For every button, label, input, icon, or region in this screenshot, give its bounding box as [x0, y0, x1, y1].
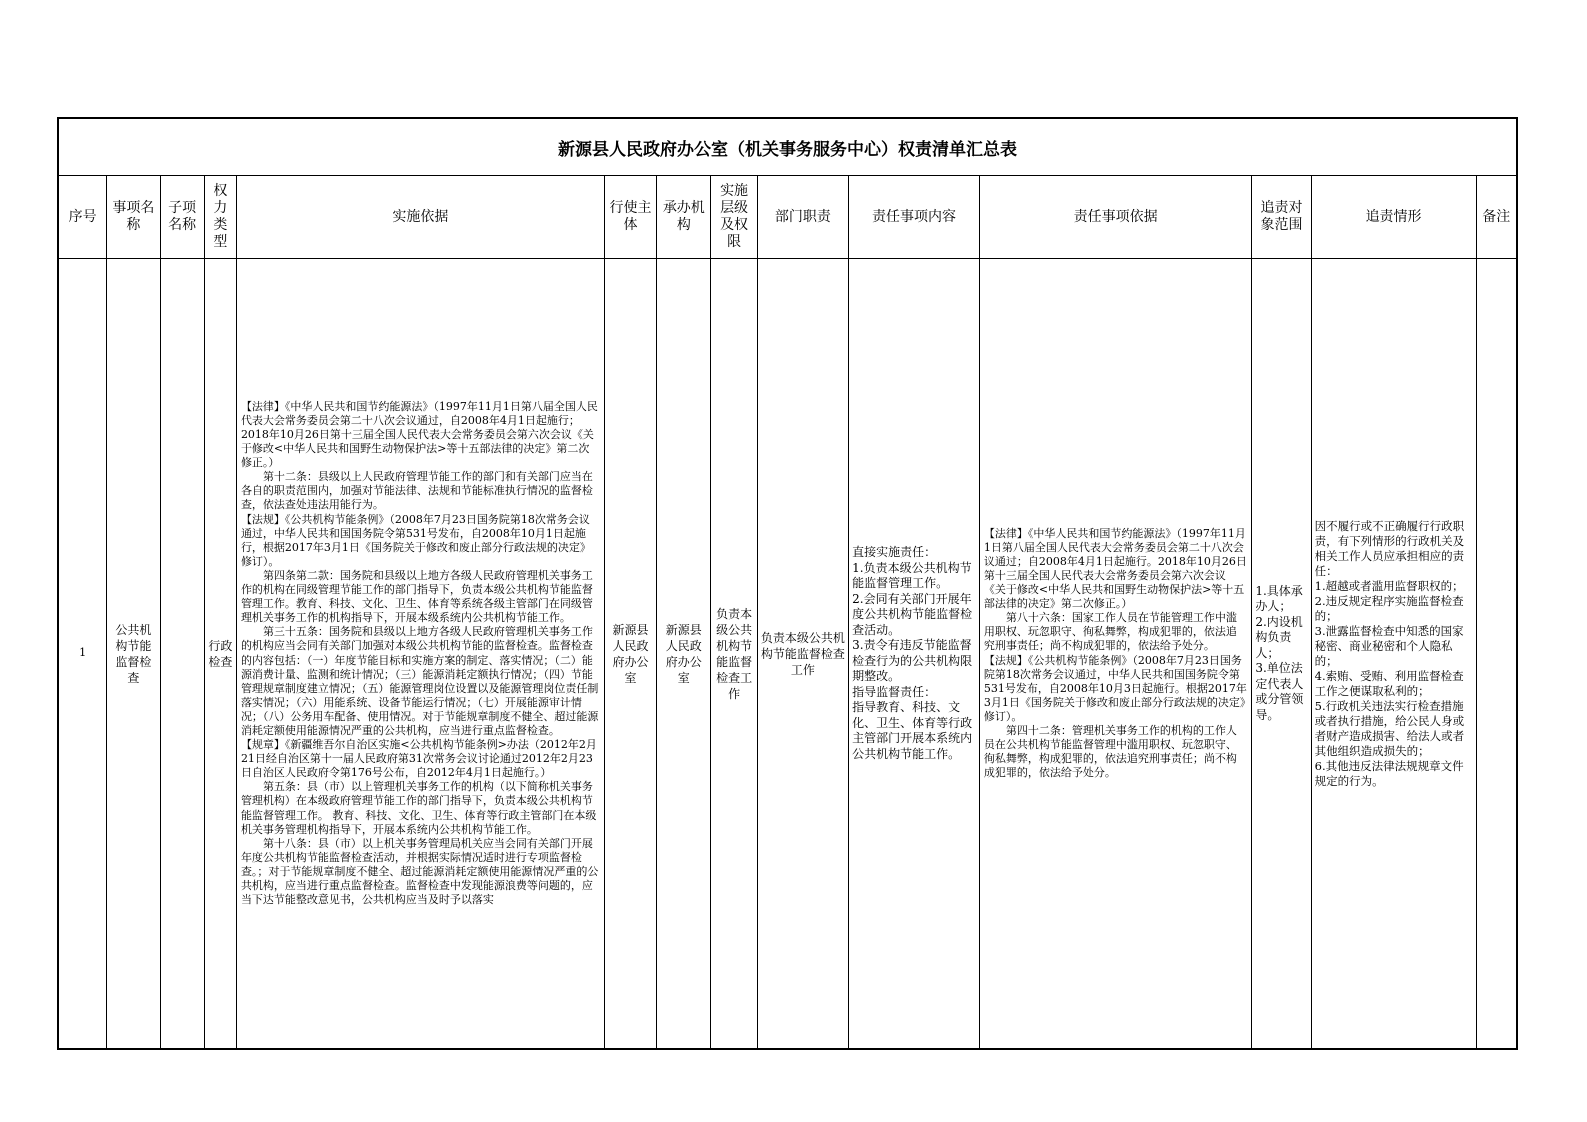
- cell-situations: 因不履行或不正确履行行政职责，有下列情形的行政机关及相关工作人员应承担相应的责任： 1.超越或者滥用监督职权的； 2.违反规定程序实施监督检查的； 3.泄露监督检查中知悉的国家秘密、商业秘密和个人隐私的； 4.索贿、受贿、利用监督检查工作之便谋取私利的； 5.行政机关违法实行检查措施或者执行措施，给公民人身或者财产造成损害、给法人或者其他组织造成损失的； 6.其他违反法律法规规章文件规定的行为。: [1311, 259, 1476, 1049]
- cell-subject: 新源县人民政府办公室: [604, 259, 656, 1049]
- header-subject: 行使主体: [604, 176, 656, 259]
- basis-article-5: 第五条：县（市）以上管理机关事务工作的机构（以下简称机关事务管理机构）在本级政府管理节能工作的部门指导下，负责本级公共机构节能监督管理工作。 教育、科技、文化、卫生、体育等行政主管部门在本级机关事务管理机构指导下，开展本系统内公共机构节能工作。: [240, 780, 597, 836]
- header-scope: 追责对象范围: [1252, 176, 1311, 259]
- cell-resp-content: 直接实施责任： 1.负责本级公共机构节能监督管理工作。 2.会同有关部门开展年度公共机构节能监督检查活动。 3.责令有违反节能监督检查行为的公共机构限期整改。 指导监督责任： 指导教育、科技、文化、卫生、体育等行政主管部门开展本系统内公共机构节能工作。: [849, 259, 980, 1049]
- resp-basis-article-86: 第八十六条：国家工作人员在节能管理工作中滥用职权、玩忽职守、徇私舞弊，构成犯罪的，依法追究刑事责任；尚不构成犯罪的，依法给予处分。: [983, 611, 1237, 653]
- cell-level: 负责本级公共机构节能监督检查工作: [711, 259, 757, 1049]
- header-item-name: 事项名称: [107, 176, 160, 259]
- header-dept-duty: 部门职责: [757, 176, 848, 259]
- resp-basis-article-42: 第四十二条：管理机关事务工作的机构的工作人员在公共机构节能监督管理中滥用职权、玩忽职守、徇私舞弊，构成犯罪的，依法追究刑事责任；尚不构成犯罪的，依法给予处分。: [983, 723, 1237, 780]
- header-basis: 实施依据: [236, 176, 604, 259]
- header-agency: 承办机构: [657, 176, 711, 259]
- basis-article-12: 第十二条：县级以上人民政府管理节能工作的部门和有关部门应当在各自的职责范围内，加强对节能法律、法规和节能标准执行情况的监督检查，依法查处违法用能行为。: [240, 470, 593, 512]
- cell-agency: 新源县人民政府办公室: [657, 259, 711, 1049]
- table-row: [59, 259, 1517, 1049]
- resp-basis-regulation: 【法规】《公共机构节能条例》（2008年7月23日国务院第18次常务会议通过，中华人民共和国国务院令第531号发布，自2008年10月3日起施行。根据2017年3月1日《国务院关于修改和废止部分行政法规的决定》修订）。: [983, 653, 1247, 723]
- cell-remarks: [1476, 259, 1517, 1049]
- cell-dept-duty: 负责本级公共机构节能监督检查工作: [757, 259, 848, 1049]
- cell-resp-basis: [979, 259, 1251, 1049]
- basis-law: 【法律】《中华人民共和国节约能源法》（1997年11月1日第八届全国人民代表大会常务委员会第二十八次会议通过，自2008年4月1日起施行；2018年10月26日第十三届全国人民代表大会常务委员会第六次会议《关于修改<中华人民共和国野生动物保护法>等十五部法律的决定》第二次修正。）: [240, 399, 598, 470]
- table-title: 新源县人民政府办公室（机关事务服务中心）权责清单汇总表: [59, 119, 1517, 176]
- header-level: 实施层级及权限: [711, 176, 757, 259]
- header-resp-basis: 责任事项依据: [979, 176, 1251, 259]
- cell-item-name: 公共机构节能监督检查: [107, 259, 160, 1049]
- header-row: [59, 176, 1517, 259]
- cell-sub-item: [160, 259, 204, 1049]
- cell-seq: 1: [59, 259, 107, 1049]
- basis-article-35: 第三十五条：国务院和县级以上地方各级人民政府管理机关事务工作的机构应当会同有关部门加强对本级公共机构节能的监督检查。监督检查的内容包括：（一）年度节能目标和实施方案的制定、落实情况；（二）能源消费计量、监测和统计情况；（三）能源消耗定额执行情况；（四）节能管理规章制度建立情况；（五）能源管理岗位设置以及能源管理岗位责任制落实情况；（六）用能系统、设备节能运行情况；（七）开展能源审计情况；（八）公务用车配备、使用情况。对于节能规章制度不健全、超过能源消耗定额使用能源情况严重的公共机构，应当进行重点监督检查。: [240, 625, 599, 737]
- basis-regulation: 【法规】《公共机构节能条例》（2008年7月23日国务院第18次常务会议通过，中华人民共和国国务院令第531号发布，自2008年10月1日起施行，根据2017年3月1日《国务院关于修改和废止部分行政法规的决定》修订）。: [240, 512, 591, 568]
- basis-article-18: 第十八条：县（市）以上机关事务管理局机关应当会同有关部门开展年度公共机构节能监督检查活动，并根据实际情况适时进行专项监督检查。；对于节能规章制度不健全、超过能源消耗定额使用能源情况严重的公共机构，应当进行重点监督检查。监督检查中发现能源浪费等问题的，应当下达节能整改意见书，公共机构应当及时予以落实: [240, 836, 599, 907]
- cell-scope: 1.具体承办人； 2.内设机构负责人； 3.单位法定代表人或分管领导。: [1252, 259, 1311, 1049]
- header-seq: 序号: [59, 176, 107, 259]
- header-remarks: 备注: [1476, 176, 1517, 259]
- basis-article-4: 第四条第二款：国务院和县级以上地方各级人民政府管理机关事务工作的机构在同级管理节能工作的部门指导下，负责本级公共机构节能监督管理工作。教育、科技、文化、卫生、体育等系统各级主管部门在同级管理机关事务工作的机构指导下，开展本级系统内公共机构节能工作。: [240, 568, 593, 625]
- header-power-type: 权力类型: [204, 176, 236, 259]
- header-sub-item: 子项名称: [160, 176, 204, 259]
- table-sheet: [57, 117, 1518, 1050]
- basis-rule: 【规章】《新疆维吾尔自治区实施<公共机构节能条例>办法（2012年2月21日经自治区第十一届人民政府第31次常务会议讨论通过2012年2月23日自治区人民政府令第176号公布，自2012年4月1日起施行。）: [240, 738, 597, 780]
- responsibility-table: [58, 118, 1517, 1049]
- resp-basis-law: 【法律】《中华人民共和国节约能源法》（1997年11月1日第八届全国人民代表大会常务委员会第二十八次会议通过；自2008年4月1日起施行。2018年10月26日第十三届全国人民代表大会常务委员会第六次会议《关于修改<中华人民共和国野生动物保护法>等十五部法律的决定》第二次修正。）: [983, 526, 1247, 611]
- header-resp-content: 责任事项内容: [849, 176, 980, 259]
- cell-basis: [236, 259, 604, 1049]
- header-situations: 追责情形: [1311, 176, 1476, 259]
- cell-power-type: 行政检查: [204, 259, 236, 1049]
